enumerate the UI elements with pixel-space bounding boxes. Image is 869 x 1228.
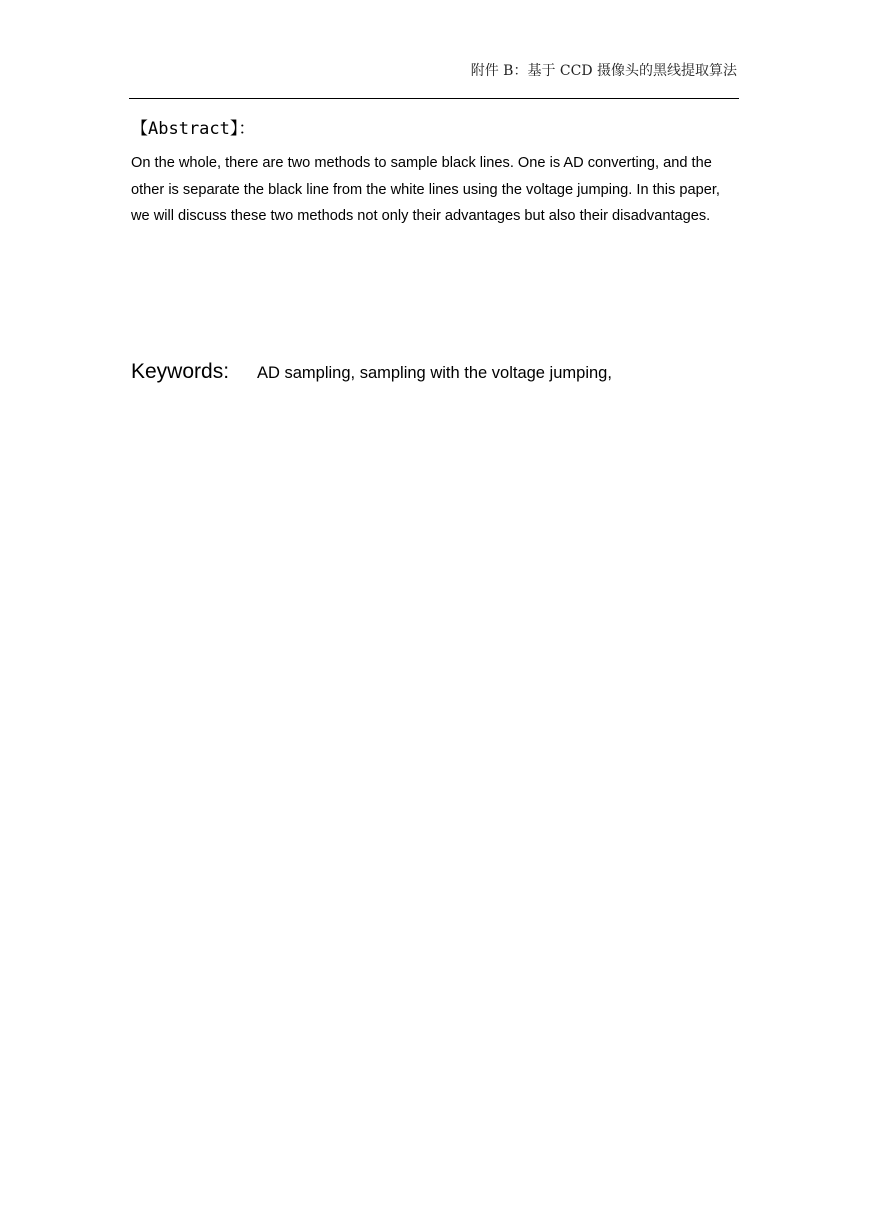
keywords-text: AD sampling, sampling with the voltage jumping, [257,364,612,382]
header-divider [129,98,739,99]
running-header: 附件 B：基于 CCD 摄像头的黑线提取算法 [470,63,737,79]
abstract-body: On the whole, there are two methods to sample black lines. One is AD converting, and the other is separate the black line from the white lines using the voltage jumping. In this paper, we will discuss these two methods not only their advantages but also their disadvantages. [131,155,720,225]
keywords-label: Keywords: [131,360,230,383]
abstract-heading: 【Abstract】： [131,119,256,139]
keywords-row [131,358,741,387]
